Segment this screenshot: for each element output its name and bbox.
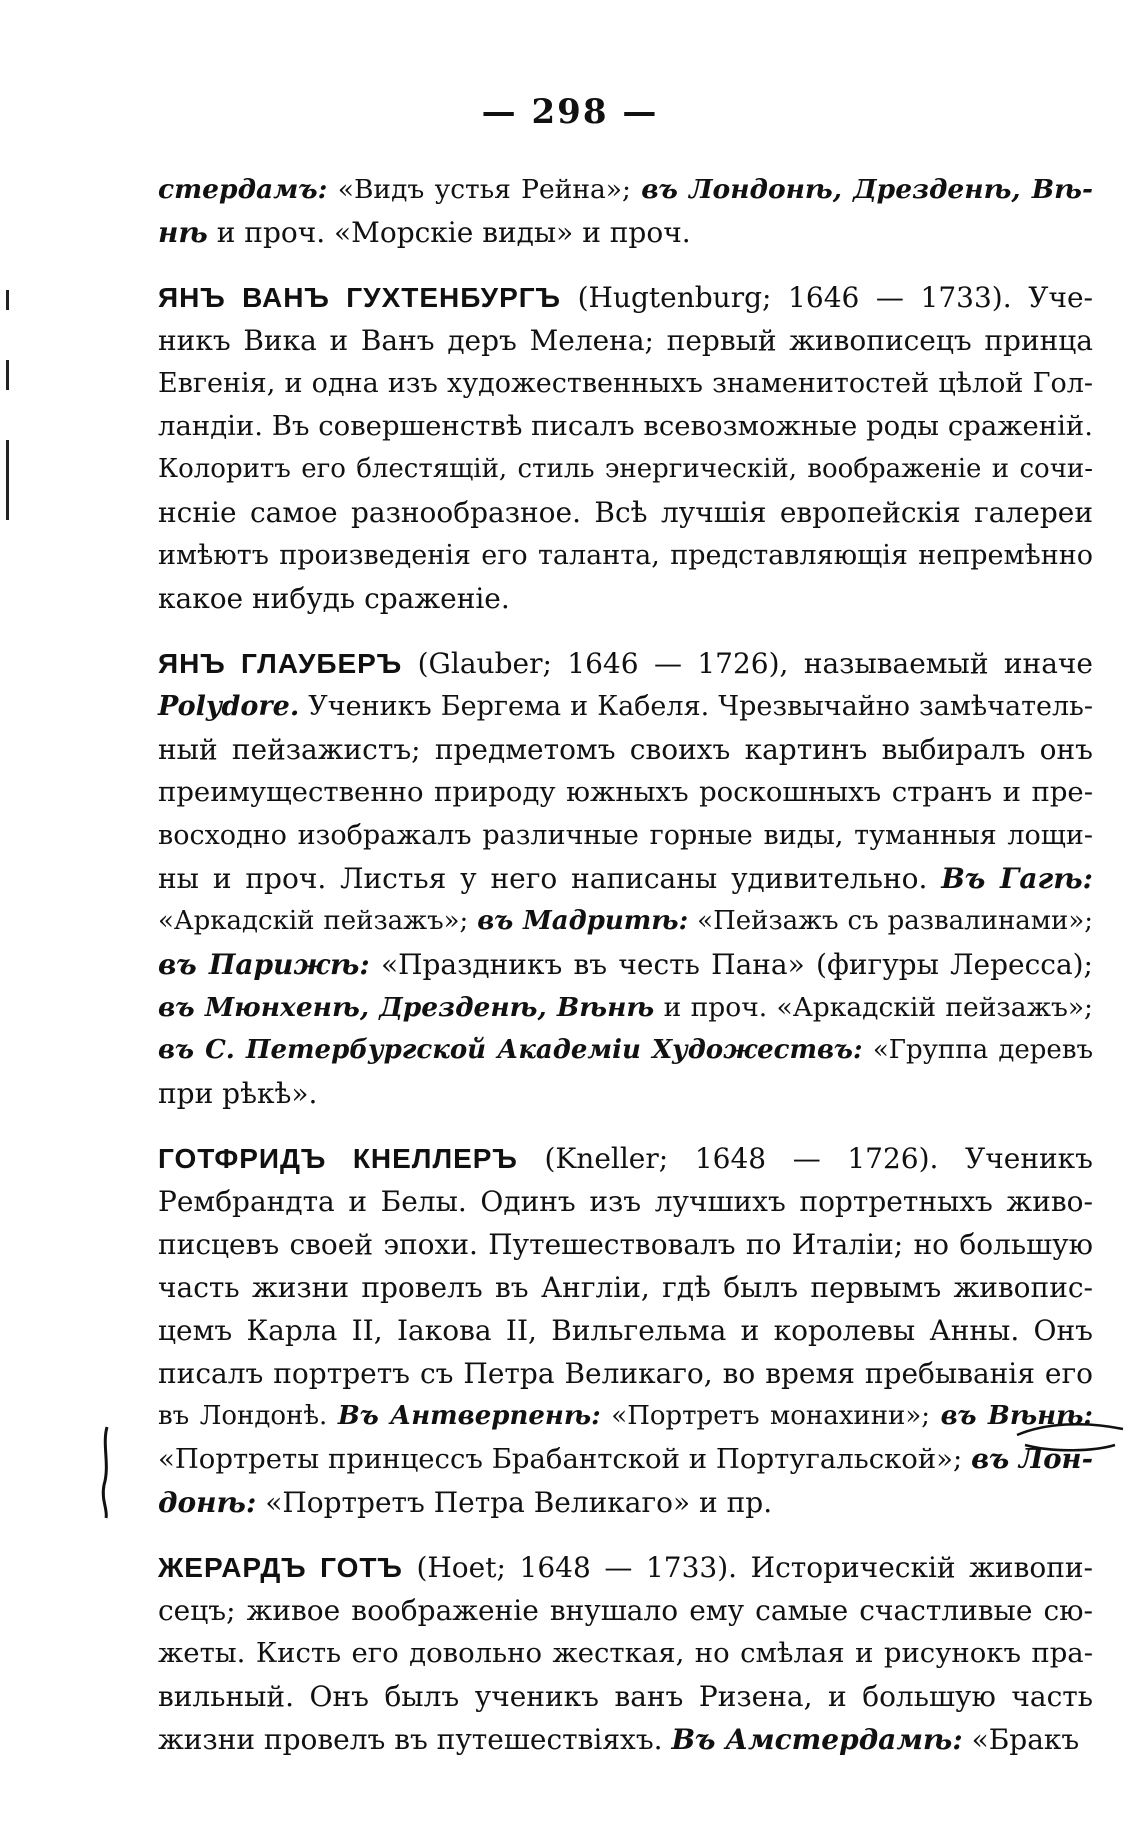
text-line [158,362,1093,405]
text-run: (Kneller; 1648 — 1726). Ученикъ [517,1142,1093,1175]
text-run: въ Лондонѣ. [158,1401,338,1431]
text-line [158,1223,1093,1266]
text-run: «Портретъ монахини»; [600,1401,941,1431]
text-line [158,1589,1093,1632]
text-run: Колоритъ его блестящій, стиль энергическій, воображеніе и сочи- [158,454,1093,484]
text-line [158,448,1093,491]
text-run: «Праздникъ въ честь Пана» (фигуры Лересса); [369,948,1093,981]
text-run: сецъ; живое воображеніе внушало ему самые счастливые сю- [158,1594,1093,1627]
text-line [158,771,1093,814]
page-number: — 298 — [481,92,659,132]
text-run: жеты. Кисть его довольно жесткая, но смѣлая и рисунокъ пра- [158,1637,1093,1669]
italic-location: въ С. Петербургской Академіи Художествъ: [158,1035,863,1065]
margin-mark [6,290,9,310]
entry-heading: ЯНЪ ВАНЪ ГУХТЕНБУРГЪ [158,282,561,313]
text-run: и проч. «Морскіе виды» и проч. [207,216,691,249]
text-run: «Портреты принцессъ Брабантской и Португальской»; [158,1443,972,1475]
text-run: имѣютъ произведенія его таланта, представляющія непремѣнно [158,540,1093,571]
text-run: «Портретъ Петра Великаго» и пр. [256,1486,773,1519]
text-line [158,1675,1093,1718]
paragraph [158,1546,1093,1761]
text-run: «Пейзажъ съ развалинами»; [688,906,1093,936]
text-line [158,857,1093,900]
text-line [158,986,1093,1029]
text-run: цемъ Карла II, Іакова II, Вильгельма и королевы Анны. Онъ [158,1314,1093,1347]
text-line [158,1029,1093,1072]
paragraph [158,276,1093,620]
text-run: писцевъ своей эпохи. Путешествовалъ по Италіи; но большую [158,1228,1093,1261]
italic-location: стердамъ: [158,174,328,205]
paragraph [158,1137,1093,1524]
margin-mark [6,440,9,520]
text-run: Рембрандта и Белы. Одинъ изъ лучшихъ портретныхъ живо- [158,1185,1093,1218]
text-run: ны и проч. Листья у него написаны удивительно. [158,862,942,895]
italic-location: Въ Антверпенѣ: [337,1401,601,1431]
text-line [158,728,1093,771]
text-line [158,1438,1093,1481]
text-run: преимущественно природу южныхъ роскошныхъ странъ и пре- [158,776,1093,808]
text-line [158,1718,1093,1761]
italic-location: въ Мюнхенѣ, Дрезденѣ, Вѣнѣ [158,992,655,1023]
text-line [158,1352,1093,1395]
text-line [158,1632,1093,1675]
text-run: (Glauber; 1646 — 1726), называемый иначе [402,647,1093,680]
text-line [158,1266,1093,1309]
text-run: часть жизни провелъ въ Англіи, гдѣ былъ первымъ живопис- [158,1271,1093,1304]
text-line [158,814,1093,857]
text-line [158,1481,1093,1524]
text-line [158,405,1093,448]
handwritten-bracket-annotation [98,1425,114,1520]
text-line [158,491,1093,534]
text-run: «Аркадскій пейзажъ»; [158,906,478,936]
text-run: никъ Вика и Ванъ деръ Мелена; первый живописецъ принца [158,324,1093,357]
text-line [158,577,1093,620]
text-line [158,276,1093,319]
italic-location: въ Парижѣ: [158,948,370,981]
italic-location: Polydore. [158,691,300,722]
entry-heading: ГОТФРИДЪ КНЕЛЛЕРЪ [158,1143,518,1174]
italic-location: нѣ [158,216,208,249]
text-run: писалъ портретъ съ Петра Великаго, во время пребыванія его [158,1357,1093,1390]
text-line [158,900,1093,943]
entry-heading: ЖЕРАРДЪ ГОТЪ [158,1552,403,1583]
italic-location: въ Мадритѣ: [477,906,689,936]
text-run: при рѣкѣ». [158,1077,318,1110]
text-run: «Видъ устья Рейна»; [327,174,642,205]
text-run: восходно изображалъ различные горные виды, туманныя лощи- [158,820,1093,851]
italic-location: въ Вѣнѣ: [940,1401,1093,1431]
text-run: нсніе самое разнообразное. Всѣ лучшія европейскія галереи [158,496,1093,529]
text-run: какое нибудь сраженіе. [158,582,510,615]
paragraph [158,168,1093,254]
text-run: Ученикъ Бергема и Кабеля. Чрезвычайно замѣчатель- [299,691,1093,722]
italic-location: въ Лон- [971,1443,1094,1475]
italic-location: Въ Гагѣ: [941,862,1094,895]
text-run: (Hugtenburg; 1646 — 1733). Уче- [561,281,1093,314]
paragraph [158,642,1093,1115]
body-text [158,168,1093,1761]
text-run: вильный. Онъ былъ ученикъ ванъ Ризена, и большую часть [158,1680,1093,1713]
text-line [158,168,1093,211]
text-run: жизни провелъ въ путешествіяхъ. [158,1723,672,1756]
text-line [158,1072,1093,1115]
italic-location: донѣ: [158,1486,257,1519]
text-line [158,642,1093,685]
margin-mark [6,360,9,390]
text-run: и проч. «Аркадскій пейзажъ»; [654,992,1093,1023]
text-run: «Бракъ [962,1723,1080,1756]
text-run: Евгенія, и одна изъ художественныхъ знаменитостей цѣлой Гол- [158,368,1093,399]
entry-heading: ЯНЪ ГЛАУБЕРЪ [158,648,403,679]
text-line [158,1180,1093,1223]
text-line [158,685,1093,728]
text-line [158,534,1093,577]
text-run: ный пейзажистъ; предметомъ своихъ картинъ выбиралъ онъ [158,733,1093,766]
text-run: (Hoet; 1648 — 1733). Историческій живопи- [402,1551,1093,1584]
text-line [158,1395,1093,1438]
text-run: ландіи. Въ совершенствѣ писалъ всевозможные роды сраженій. [158,410,1093,442]
text-line [158,319,1093,362]
text-line [158,211,1093,254]
text-line [158,1137,1093,1180]
text-line [158,943,1093,986]
italic-location: въ Лондонѣ, Дрезденѣ, Вѣ- [641,174,1093,205]
text-line [158,1546,1093,1589]
text-line [158,1309,1093,1352]
text-run: «Группа деревъ [862,1035,1093,1065]
italic-location: Въ Амстердамѣ: [671,1723,963,1756]
